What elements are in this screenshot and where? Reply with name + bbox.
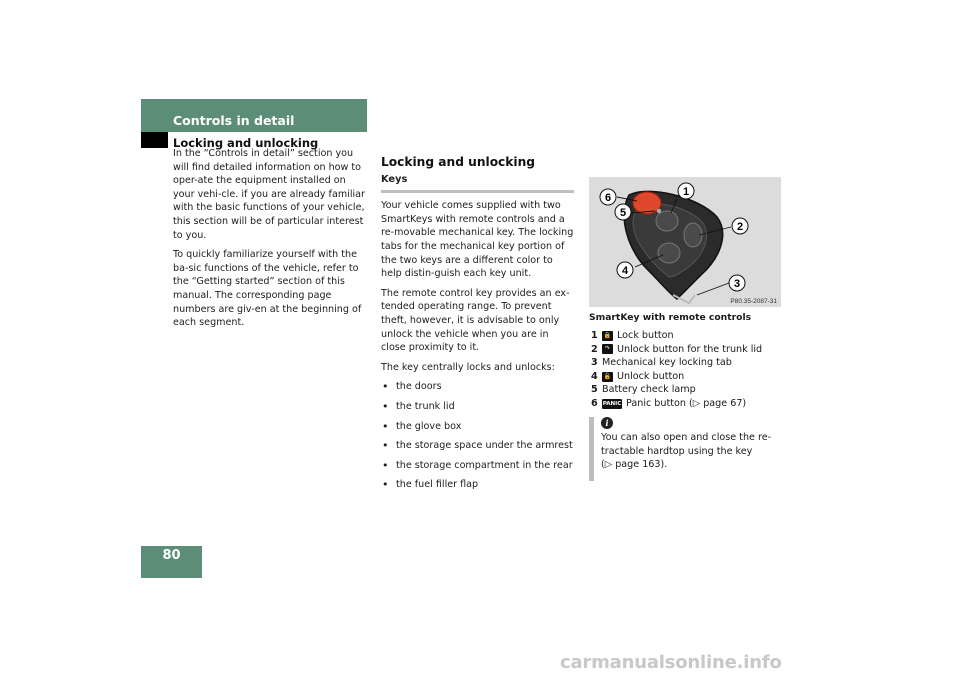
info-icon: i bbox=[601, 417, 613, 429]
callout-5: 5 bbox=[619, 207, 627, 219]
legend-text: Unlock button for the trunk lid bbox=[617, 343, 763, 355]
legend-number: 3 bbox=[591, 357, 598, 369]
intro-paragraph: To quickly familiarize yourself with the ba-sic functions of the vehicle, refer to the “Getting started” section of this manual. The corresponding page numbers are giv-en at the beginning of each segment. bbox=[173, 249, 362, 329]
intro-paragraph: In the “Controls in detail” section you will find detailed information on how to oper-ate the equipment installed on your vehi-cle. if you are already familiar with the basic functions of your vehicle, this section will be of particular interest to you. bbox=[173, 148, 365, 241]
page-reference: page 67) bbox=[703, 397, 747, 409]
smartkey-figure bbox=[589, 177, 781, 307]
note-text bbox=[601, 431, 791, 472]
keys-heading: Keys bbox=[381, 173, 574, 194]
callout-1: 1 bbox=[682, 186, 690, 198]
main-column bbox=[381, 156, 574, 498]
subsection-title: Locking and unlocking bbox=[173, 136, 319, 150]
legend-number: 4 bbox=[591, 370, 598, 382]
smartkey-illustration bbox=[589, 177, 781, 307]
page-reference: page 163). bbox=[615, 459, 668, 471]
figure-legend bbox=[591, 329, 791, 411]
page-number: 80 bbox=[141, 546, 202, 578]
callout-2: 2 bbox=[736, 221, 744, 233]
trunk-icon: ↷ bbox=[602, 344, 613, 354]
list-item: • the glove box bbox=[381, 420, 574, 434]
main-title: Locking and unlocking bbox=[381, 155, 535, 169]
list-item: • the storage compartment in the rear bbox=[381, 459, 574, 473]
watermark: carmanualsonline.info bbox=[560, 652, 782, 673]
list-item: • the fuel filler flap bbox=[381, 478, 574, 492]
header-marker bbox=[141, 132, 168, 148]
section-title: Controls in detail bbox=[173, 113, 295, 128]
list-item: • the trunk lid bbox=[381, 400, 574, 414]
legend-number: 6 bbox=[591, 397, 598, 409]
intro-text bbox=[173, 147, 365, 336]
legend-row bbox=[591, 397, 791, 411]
lock-button-shape bbox=[656, 211, 678, 231]
legend-row bbox=[591, 383, 791, 397]
figure-caption: SmartKey with remote controls bbox=[589, 312, 752, 323]
legend-text: Mechanical key locking tab bbox=[602, 357, 732, 369]
info-note bbox=[589, 417, 791, 481]
callout-4: 4 bbox=[621, 265, 629, 277]
legend-text: Battery check lamp bbox=[602, 384, 696, 396]
panic-button-shape bbox=[633, 192, 661, 214]
callout-3: 3 bbox=[733, 278, 741, 290]
callout-6: 6 bbox=[604, 192, 612, 204]
legend-number: 5 bbox=[591, 384, 598, 396]
lock-icon: 🔒 bbox=[603, 331, 612, 339]
legend-text: Unlock button bbox=[617, 370, 685, 382]
legend-row bbox=[591, 343, 791, 357]
body-paragraph: The remote control key provides an ex-tended operating range. To prevent theft, however, it is advisable to only unlock the vehicle when you are in close proximity to it. bbox=[381, 287, 570, 354]
lock-list bbox=[381, 380, 574, 492]
legend-row bbox=[591, 329, 791, 343]
legend-number: 2 bbox=[591, 343, 598, 355]
legend-row bbox=[591, 370, 791, 384]
figure-code: P80.35-2087-31 bbox=[730, 298, 777, 305]
note-text-line: You can also open and close the re-tractable hardtop using the key bbox=[601, 432, 772, 457]
legend-number: 1 bbox=[591, 330, 598, 341]
unlock-button-shape bbox=[658, 243, 680, 263]
page-ref-arrow-icon: (▷ bbox=[601, 459, 613, 471]
legend-text: Lock button bbox=[617, 330, 674, 341]
panic-icon: PANIC bbox=[602, 400, 622, 407]
legend-row bbox=[591, 356, 791, 370]
body-paragraph: Your vehicle comes supplied with two SmartKeys with remote controls and a re-movable mechanical key. The locking tabs for the mechanical key portion of the two keys are a different color to help distin-guish each key unit. bbox=[381, 200, 574, 280]
page-ref-arrow-icon: ▷ bbox=[692, 397, 701, 409]
battery-lamp bbox=[657, 209, 661, 213]
list-item: • the doors bbox=[381, 380, 574, 394]
unlock-icon: 🔓 bbox=[603, 372, 612, 380]
legend-text: Panic button ( bbox=[626, 397, 693, 409]
list-item: • the storage space under the armrest bbox=[381, 439, 574, 453]
body-paragraph: The key centrally locks and unlocks: bbox=[381, 361, 555, 373]
